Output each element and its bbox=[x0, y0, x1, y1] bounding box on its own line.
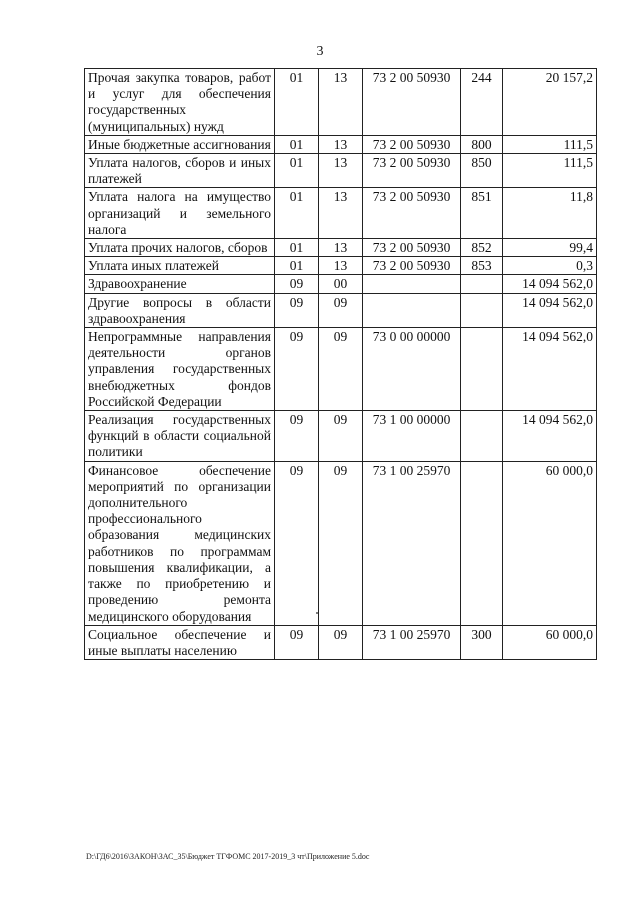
table-row bbox=[85, 328, 597, 411]
row-amount: 111,5 bbox=[503, 135, 597, 153]
row-subsection-code: 09 bbox=[319, 461, 363, 625]
row-name: Иные бюджетные ассигнования bbox=[85, 135, 275, 153]
row-subsection-code: 09 bbox=[319, 293, 363, 327]
row-expense-type: 853 bbox=[461, 257, 503, 275]
row-section-code: 09 bbox=[275, 328, 319, 411]
row-amount: 14 094 562,0 bbox=[503, 328, 597, 411]
row-expense-type: 850 bbox=[461, 154, 503, 188]
row-amount: 60 000,0 bbox=[503, 461, 597, 625]
row-name: Непрограммные направления деятельности органов управления государственных внебюджетных фондов Российской Федерации bbox=[85, 328, 275, 411]
table-row bbox=[85, 275, 597, 293]
row-section-code: 01 bbox=[275, 188, 319, 239]
row-expense-type: 851 bbox=[461, 188, 503, 239]
row-section-code: 01 bbox=[275, 154, 319, 188]
row-name: Уплата налога на имущество организаций и земельного налога bbox=[85, 188, 275, 239]
row-subsection-code: 13 bbox=[319, 188, 363, 239]
row-name: Другие вопросы в области здравоохранения bbox=[85, 293, 275, 327]
file-path-footer: D:\ГД6\2016\ЗАКОН\ЗАС_35\Бюджет ТГФОМС 2017-2019_3 чт\Приложение 5.doc bbox=[86, 852, 370, 861]
row-expense-type: 300 bbox=[461, 625, 503, 659]
row-subsection-code: 13 bbox=[319, 239, 363, 257]
row-amount: 11,8 bbox=[503, 188, 597, 239]
scan-speck bbox=[316, 612, 318, 614]
row-section-code: 09 bbox=[275, 625, 319, 659]
table-row bbox=[85, 625, 597, 659]
row-section-code: 01 bbox=[275, 239, 319, 257]
row-section-code: 01 bbox=[275, 135, 319, 153]
row-name: Финансовое обеспечение мероприятий по организации дополнительного профессионального образования медицинских работников по программам повышения квалификации, а также по приобретению и проведению ремонта медицинского оборудования bbox=[85, 461, 275, 625]
row-expense-type bbox=[461, 293, 503, 327]
row-expense-type: 800 bbox=[461, 135, 503, 153]
row-section-code: 01 bbox=[275, 257, 319, 275]
row-amount: 14 094 562,0 bbox=[503, 411, 597, 462]
row-expense-type bbox=[461, 411, 503, 462]
row-expense-type bbox=[461, 461, 503, 625]
row-target-article: 73 2 00 50930 bbox=[363, 69, 461, 136]
row-target-article: 73 0 00 00000 bbox=[363, 328, 461, 411]
row-name: Реализация государственных функций в области социальной политики bbox=[85, 411, 275, 462]
row-name: Здравоохранение bbox=[85, 275, 275, 293]
row-amount: 0,3 bbox=[503, 257, 597, 275]
row-amount: 20 157,2 bbox=[503, 69, 597, 136]
row-section-code: 09 bbox=[275, 411, 319, 462]
row-subsection-code: 13 bbox=[319, 257, 363, 275]
row-target-article: 73 2 00 50930 bbox=[363, 135, 461, 153]
table-row bbox=[85, 411, 597, 462]
row-subsection-code: 09 bbox=[319, 328, 363, 411]
row-name: Уплата прочих налогов, сборов bbox=[85, 239, 275, 257]
row-section-code: 01 bbox=[275, 69, 319, 136]
table-row bbox=[85, 154, 597, 188]
row-subsection-code: 00 bbox=[319, 275, 363, 293]
row-target-article: 73 2 00 50930 bbox=[363, 239, 461, 257]
table-row bbox=[85, 239, 597, 257]
row-target-article bbox=[363, 293, 461, 327]
row-target-article: 73 1 00 25970 bbox=[363, 461, 461, 625]
row-amount: 14 094 562,0 bbox=[503, 275, 597, 293]
row-target-article: 73 1 00 00000 bbox=[363, 411, 461, 462]
table-row bbox=[85, 461, 597, 625]
row-amount: 111,5 bbox=[503, 154, 597, 188]
row-amount: 14 094 562,0 bbox=[503, 293, 597, 327]
row-expense-type: 852 bbox=[461, 239, 503, 257]
row-name: Уплата иных платежей bbox=[85, 257, 275, 275]
table-row bbox=[85, 257, 597, 275]
table-row bbox=[85, 188, 597, 239]
row-target-article bbox=[363, 275, 461, 293]
row-expense-type bbox=[461, 328, 503, 411]
row-target-article: 73 2 00 50930 bbox=[363, 257, 461, 275]
row-section-code: 09 bbox=[275, 275, 319, 293]
table-row bbox=[85, 135, 597, 153]
row-subsection-code: 09 bbox=[319, 411, 363, 462]
row-expense-type: 244 bbox=[461, 69, 503, 136]
row-target-article: 73 2 00 50930 bbox=[363, 188, 461, 239]
table-row bbox=[85, 293, 597, 327]
row-amount: 60 000,0 bbox=[503, 625, 597, 659]
row-name: Прочая закупка товаров, работ и услуг для обеспечения государственных (муниципальных) нужд bbox=[85, 69, 275, 136]
row-section-code: 09 bbox=[275, 461, 319, 625]
row-amount: 99,4 bbox=[503, 239, 597, 257]
row-subsection-code: 13 bbox=[319, 154, 363, 188]
row-subsection-code: 13 bbox=[319, 135, 363, 153]
row-target-article: 73 1 00 25970 bbox=[363, 625, 461, 659]
row-target-article: 73 2 00 50930 bbox=[363, 154, 461, 188]
row-section-code: 09 bbox=[275, 293, 319, 327]
row-subsection-code: 13 bbox=[319, 69, 363, 136]
budget-table bbox=[84, 68, 597, 660]
row-subsection-code: 09 bbox=[319, 625, 363, 659]
row-name: Уплата налогов, сборов и иных платежей bbox=[85, 154, 275, 188]
row-expense-type bbox=[461, 275, 503, 293]
table-row bbox=[85, 69, 597, 136]
row-name: Социальное обеспечение и иные выплаты населению bbox=[85, 625, 275, 659]
page-number: 3 bbox=[316, 44, 324, 59]
